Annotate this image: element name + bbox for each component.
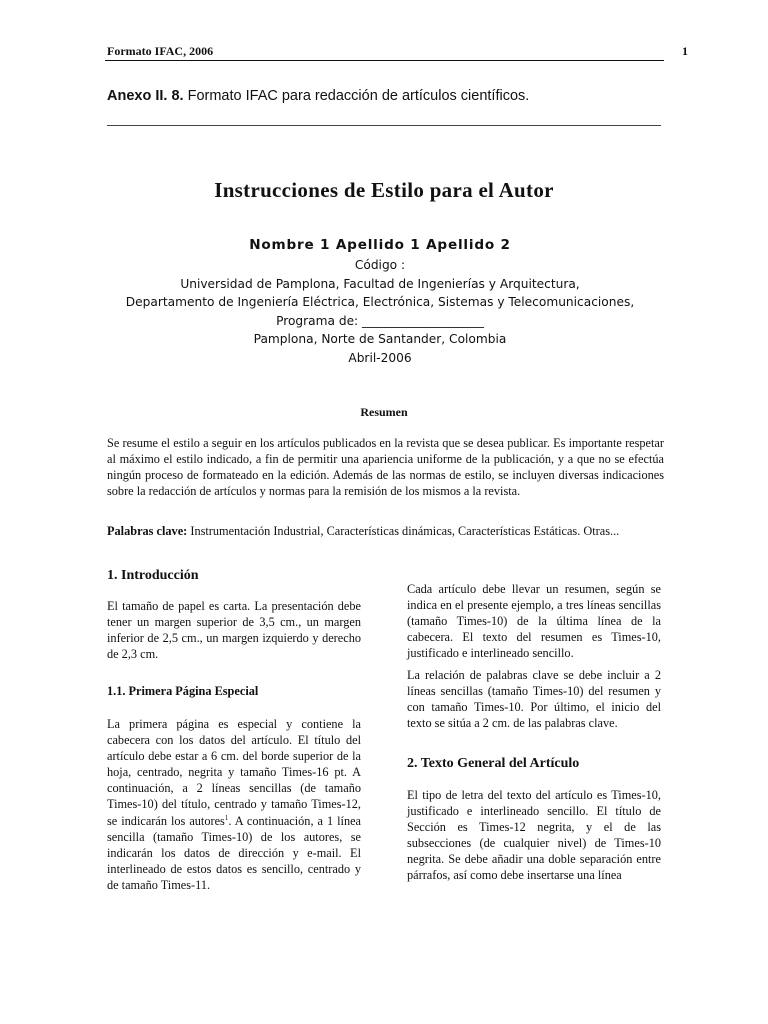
author-department: Departamento de Ingeniería Eléctrica, Electrónica, Sistemas y Telecomunicaciones, <box>125 295 635 310</box>
running-header: Formato IFAC, 2006 <box>107 44 214 58</box>
header-rule <box>105 60 664 61</box>
abstract-heading: Resumen <box>360 405 408 419</box>
subsection-text-part-b: . A continuación, a 1 línea sencilla (tamaño Times-10) de los autores, se indicarán los datos de dirección y e-mail. El interlineado de estos datos es sencillo, centrado y de tamaño Times-11. <box>107 813 362 892</box>
annex-text: Formato IFAC para redacción de artículos científicos. <box>187 88 530 104</box>
annex-label: Anexo II. 8. <box>107 88 184 104</box>
right-paragraph-1: Cada artículo debe llevar un resumen, según se indica en el presente ejemplo, a tres líneas sencillas (tamaño Times-10) de la última línea de la cabecera. El texto del resumen es Times-10, justificado e interlineado sencillo. <box>407 582 661 661</box>
document-title: Instrucciones de Estilo para el Autor <box>214 178 554 202</box>
keywords-label: Palabras clave: <box>107 524 188 538</box>
subsection-1-1-heading: 1.1. Primera Página Especial <box>107 684 259 698</box>
author-date: Abril-2006 <box>348 350 412 365</box>
annex-rule <box>107 125 661 126</box>
author-location: Pamplona, Norte de Santander, Colombia <box>253 332 507 347</box>
keywords-text: Instrumentación Industrial, Características dinámicas, Características Estáticas. Otras... <box>190 524 620 538</box>
right-paragraph-2: La relación de palabras clave se debe incluir a 2 líneas sencillas (tamaño Times-10) del resumen y con tamaño Times-10. Por último, el inicio del texto se sitúa a 2 cm. de las palabras clave. <box>407 668 661 731</box>
author-university: Universidad de Pamplona, Facultad de Ingenierías y Arquitectura, <box>180 276 580 291</box>
author-affiliation <box>90 256 670 368</box>
section-1-text: El tamaño de papel es carta. La presentación debe tener un margen superior de 3,5 cm., un margen inferior de 2,5 cm., un margen izquierdo y derecho de 2,3 cm. <box>107 599 361 662</box>
section-2-heading: 2. Texto General del Artículo <box>407 756 580 771</box>
annex-line <box>107 88 529 104</box>
keywords-line <box>107 524 664 539</box>
author-program: Programa de: ____________________ <box>276 313 484 328</box>
footnote-mark: 1 <box>224 813 229 822</box>
subsection-text-part-a: La primera página es especial y contiene la cabecera con los datos del artículo. El título del artículo debe estar a 6 cm. del borde superior de la hoja, centrado, negrita y tamaño Times-16 pt. A continuación, a 2 líneas sencillas (de tamaño Times-10) del título, centrado y tamaño Times-12, se indicarán los autores <box>107 717 361 828</box>
section-2-text: El tipo de letra del texto del artículo es Times-10, justificado e interlineado sencillo. El título de Sección es Times-12 negrita, y el de las subsecciones (de cualquier nivel) de Times-10 negrita. Se debe añadir una doble separación entre párrafos, así como debe insertarse una línea <box>407 788 661 883</box>
section-1-heading: 1. Introducción <box>107 568 199 583</box>
page-number: 1 <box>682 44 688 58</box>
author-name: Nombre 1 Apellido 1 Apellido 2 <box>249 237 511 253</box>
author-code: Código : <box>354 258 406 272</box>
abstract-text: Se resume el estilo a seguir en los artículos publicados en la revista que se desea publicar. Es importante respetar al máximo el estilo indicado, a fin de permitir una apariencia uniforme de la publicación, y a que no se efectúa ningún proceso de formateado en la edición. Además de las normas de estilo, se incluyen diversas indicaciones sobre la redacción de artículos y normas para la remisión de los mismos a la revista. <box>107 436 664 499</box>
subsection-1-1-text <box>107 716 361 893</box>
